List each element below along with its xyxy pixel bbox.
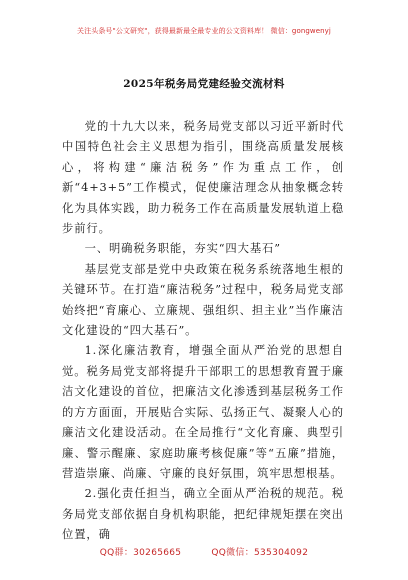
document-body [62,117,344,546]
document-title: 2025年税务局党建经验交流材料 [123,78,285,90]
section-heading: 一、明确税务职能，夯实“四大基石” [84,242,281,256]
footer [0,545,408,558]
intro-paragraph: 党的十九大以来，税务局党支部以习近平新时代中国特色社会主义思想为指引，围绕高质量发展核心，将构建“廉洁税务”作为重点工作，创新“4+3+5”工作模式，促使廉洁理念从抽象概念转化为具体实践，助力税务工作在高质量发展轨道上稳步前行。 [62,120,344,236]
qq-wechat-text: QQ微信：535304092 [211,548,309,558]
body-paragraph: 基层党支部是党中央政策在税务系统落地生根的关键环节。在打造“廉洁税务”过程中，税务局党支部始终把“育廉心、立廉规、强组织、担主业”当作廉洁文化建设的“四大基石”。 [62,262,344,338]
top-banner: 关注头条号"公文研究"，获得最新最全最专业的公文资料库！ 微信：gongwenyj [77,27,331,35]
body-paragraph: 1.深化廉洁教育，增强全面从严治党的思想自觉。税务局党支部将提升干部职工的思想教育置于廉洁文化建设的首位，把廉洁文化渗透到基层税务工作的方方面面，开展贴合实际、弘扬正气、凝聚人心的廉洁文化建设活动。在全局推行“文化育廉、典型引廉、警示醒廉、家庭助廉考核促廉”等“五廉”措施，营造崇廉、尚廉、守廉的良好氛围，筑牢思想根基。 [62,344,344,480]
body-paragraph: 2.强化责任担当，确立全面从严治税的规范。税务局党支部依据自身机构职能，把纪律规矩摆在突出位置，确 [62,487,344,542]
qq-group-text: QQ群：30265665 [99,548,182,558]
